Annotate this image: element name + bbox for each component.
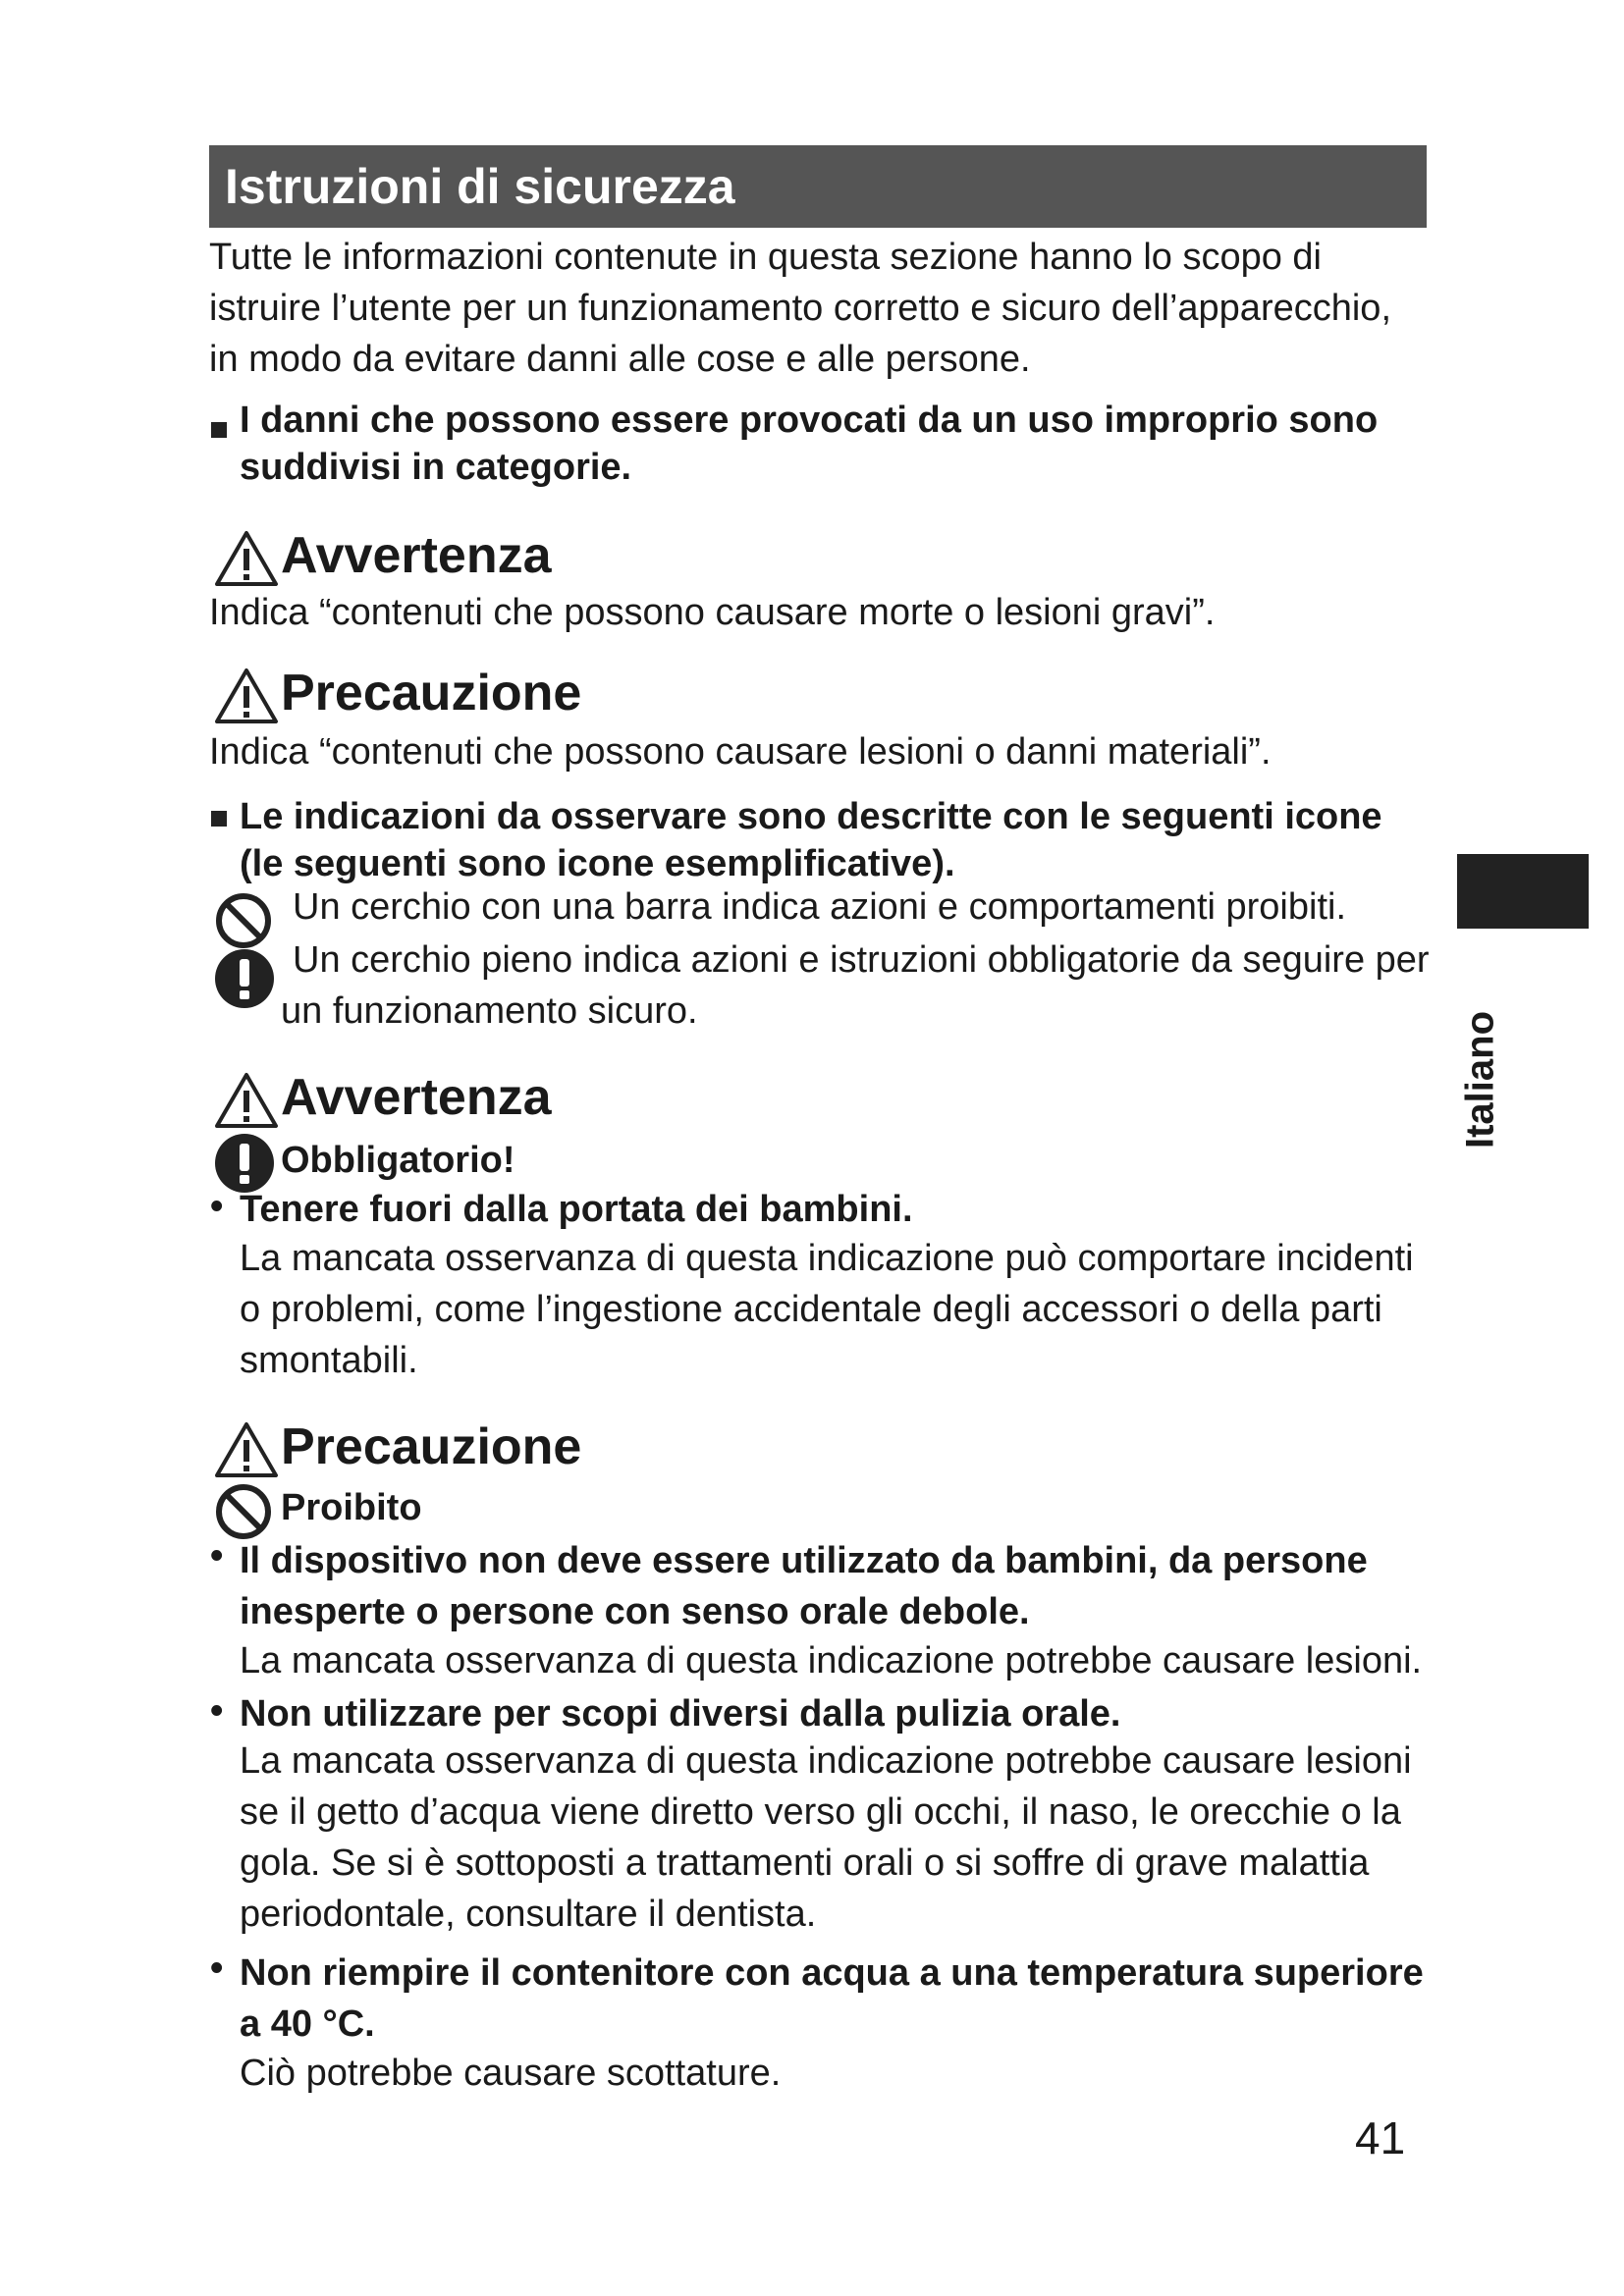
- caution-item-body-line: se il getto d’acqua viene diretto verso gli occhi, il naso, le orecchie o la: [240, 1791, 1401, 1833]
- damage-note: [240, 397, 1437, 491]
- caution-section-title: Precauzione: [281, 1418, 582, 1475]
- prohibited-icon: [214, 891, 273, 950]
- caution-item-title: [240, 1948, 1457, 2050]
- caution-item-title-line: inesperte o persone con senso orale debole.: [240, 1591, 1030, 1632]
- section-title: Istruzioni di sicurezza: [209, 145, 1427, 228]
- warning-triangle-icon: [214, 530, 279, 587]
- page-number: 41: [1355, 2112, 1406, 2163]
- bullet: •: [210, 1690, 224, 1732]
- prohibited-label: Proibito: [281, 1487, 422, 1528]
- caution-triangle-icon: [214, 1421, 279, 1478]
- warning-triangle-icon: [214, 1072, 279, 1129]
- caution-item-title-line: a 40 °C.: [240, 2003, 375, 2045]
- intro-line: Tutte le informazioni contenute in questa sezione hanno lo scopo di: [209, 237, 1322, 278]
- warning-item-title: Tenere fuori dalla portata dei bambini.: [240, 1189, 913, 1230]
- bullet: •: [210, 1186, 224, 1227]
- icons-note: [240, 793, 1437, 887]
- category-caution-desc: Indica “contenuti che possono causare lesioni o danni materiali”.: [209, 731, 1272, 773]
- warning-item-body-line: o problemi, come l’ingestione accidentale degli accessori o della parti: [240, 1289, 1382, 1330]
- language-tab-marker: [1457, 854, 1589, 929]
- caution-item-body-line: periodontale, consultare il dentista.: [240, 1894, 817, 1935]
- intro-line: in modo da evitare danni alle cose e alle persone.: [209, 339, 1031, 380]
- caution-item-title: [240, 1535, 1437, 1637]
- icons-note-line: (le seguenti sono icone esemplificative).: [240, 843, 955, 884]
- caution-item-body-line: Ciò potrebbe causare scottature.: [240, 2053, 782, 2094]
- category-caution-title: Precauzione: [281, 665, 582, 721]
- square-bullet-icon: [211, 422, 227, 438]
- mandatory-desc-line: un funzionamento sicuro.: [281, 990, 698, 1032]
- prohibited-icon: [214, 1482, 273, 1541]
- caution-item-body-line: gola. Se si è sottoposti a trattamenti orali o si soffre di grave malattia: [240, 1842, 1370, 1884]
- caution-triangle-icon: [214, 667, 279, 724]
- icons-note-line: Le indicazioni da osservare sono descritte con le seguenti icone: [240, 796, 1382, 837]
- warning-item-body: [240, 1233, 1437, 1386]
- warning-item-body-line: smontabili.: [240, 1340, 418, 1381]
- caution-item-body-line: La mancata osservanza di questa indicazione potrebbe causare lesioni: [240, 1740, 1412, 1782]
- intro-line: istruire l’utente per un funzionamento corretto e sicuro dell’apparecchio,: [209, 288, 1391, 329]
- mandatory-desc-line: Un cerchio pieno indica azioni e istruzioni obbligatorie da seguire per: [293, 939, 1430, 981]
- damage-note-line: I danni che possono essere provocati da un uso improprio sono: [240, 400, 1379, 441]
- mandatory-icon: [214, 948, 275, 1009]
- warning-section-title: Avvertenza: [281, 1069, 552, 1126]
- category-warning-title: Avvertenza: [281, 527, 552, 584]
- intro-paragraph: [209, 232, 1427, 385]
- caution-item-title-line: Il dispositivo non deve essere utilizzato da bambini, da persone: [240, 1540, 1368, 1581]
- caution-item-body: [240, 1735, 1457, 1940]
- warning-item-body-line: La mancata osservanza di questa indicazione può comportare incidenti: [240, 1238, 1414, 1279]
- caution-item-title-line: Non riempire il contenitore con acqua a una temperatura superiore: [240, 1952, 1424, 1994]
- language-tab-label: Italiano: [1458, 1010, 1502, 1149]
- caution-item-title: Non utilizzare per scopi diversi dalla pulizia orale.: [240, 1693, 1121, 1735]
- square-bullet-icon: [211, 811, 227, 827]
- mandatory-label: Obbligatorio!: [281, 1140, 515, 1181]
- bullet: •: [210, 1535, 224, 1576]
- bullet: •: [210, 1948, 224, 1989]
- damage-note-line: suddivisi in categorie.: [240, 447, 632, 488]
- mandatory-icon: [214, 1133, 275, 1194]
- category-warning-desc: Indica “contenuti che possono causare morte o lesioni gravi”.: [209, 592, 1216, 633]
- prohibited-desc: Un cerchio con una barra indica azioni e comportamenti proibiti.: [293, 886, 1346, 928]
- caution-item-body-line: La mancata osservanza di questa indicazione potrebbe causare lesioni.: [240, 1640, 1423, 1682]
